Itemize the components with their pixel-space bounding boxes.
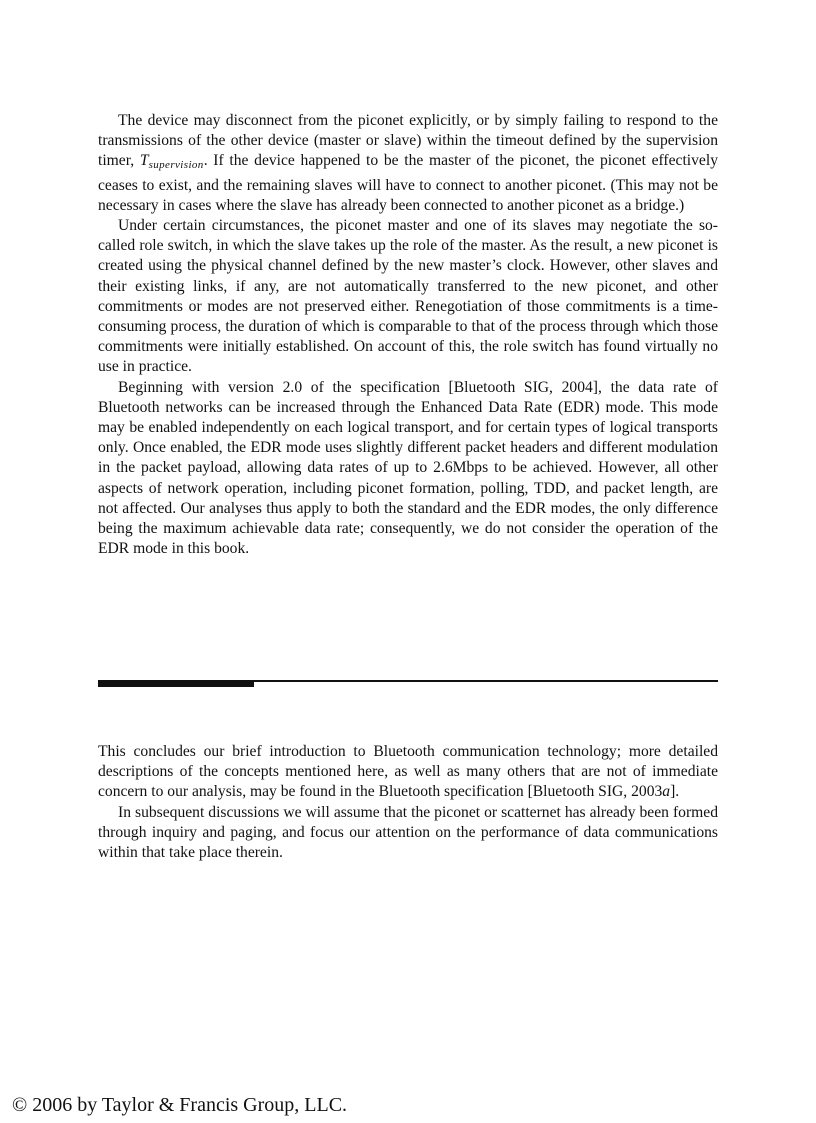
symbol-subscript: supervision (148, 159, 204, 172)
paragraph-disconnect-text-b: . If the device happened to be the master of the piconet, the piconet effectively ceases to exist, and the remaining slaves will have to connect to another piconet. (This may not be necessary in cases where the slave has already been connected to another piconet as a bridge.) (98, 152, 718, 214)
paragraph-conclusion-text-b: ]. (670, 783, 680, 801)
citation-suffix: a (662, 783, 671, 801)
section-divider (98, 680, 718, 688)
copyright-notice: © 2006 by Taylor & Francis Group, LLC. (12, 1094, 348, 1116)
section-divider-thick-bar (98, 680, 254, 687)
paragraph-role-switch: Under certain circumstances, the piconet master and one of its slaves may negotiate the so-called role switch, in which the slave takes up the role of the master. As the result, a new piconet is created using the physical channel defined by the new master’s clock. However, other slaves and their existing links, if any, are not automatically transferred to the new piconet, and other commitments or modes are not preserved either. Renegotiation of those commitments is a time-consuming process, the duration of which is comparable to that of the process through which those commitments were initially established. On account of this, the role switch has found virtually no use in practice. (98, 217, 718, 376)
body-text-bottom (98, 742, 718, 863)
paragraph-conclusion-text-a: This concludes our brief introduction to Bluetooth communication technology; more detailed descriptions of the concepts mentioned here, as well as many others that are not of immediate concern to our analysis, may be found in the Bluetooth specification [Bluetooth SIG, 2003 (98, 743, 718, 801)
symbol-main: T (139, 152, 149, 170)
paragraph-conclusion (98, 742, 718, 803)
paragraph-disconnect-text-a: The device may disconnect from the piconet explicitly, or by simply failing to respond to the transmissions of the other device (master or slave) within the timeout defined by the supervision timer, (98, 112, 718, 170)
paragraph-edr: Beginning with version 2.0 of the specification [Bluetooth SIG, 2004], the data rate of Bluetooth networks can be increased through the Enhanced Data Rate (EDR) mode. This mode may be enabled independently on each logical transport, and for certain types of logical transports only. Once enabled, the EDR mode uses slightly different packet headers and different modulation in the packet payload, allowing data rates of up to 2.6Mbps to be achieved. However, all other aspects of network operation, including piconet formation, polling, TDD, and packet length, are not affected. Our analyses thus apply to both the standard and the EDR modes, the only difference being the maximum achievable data rate; consequently, we do not consider the operation of the EDR mode in this book. (98, 378, 718, 558)
symbol-t-supervision (139, 152, 204, 172)
paragraph-subsequent: In subsequent discussions we will assume that the piconet or scatternet has already been formed through inquiry and paging, and focus our attention on the performance of data communications within that take place therein. (98, 803, 718, 862)
body-text-top (98, 111, 718, 559)
paragraph-disconnect (98, 111, 718, 216)
